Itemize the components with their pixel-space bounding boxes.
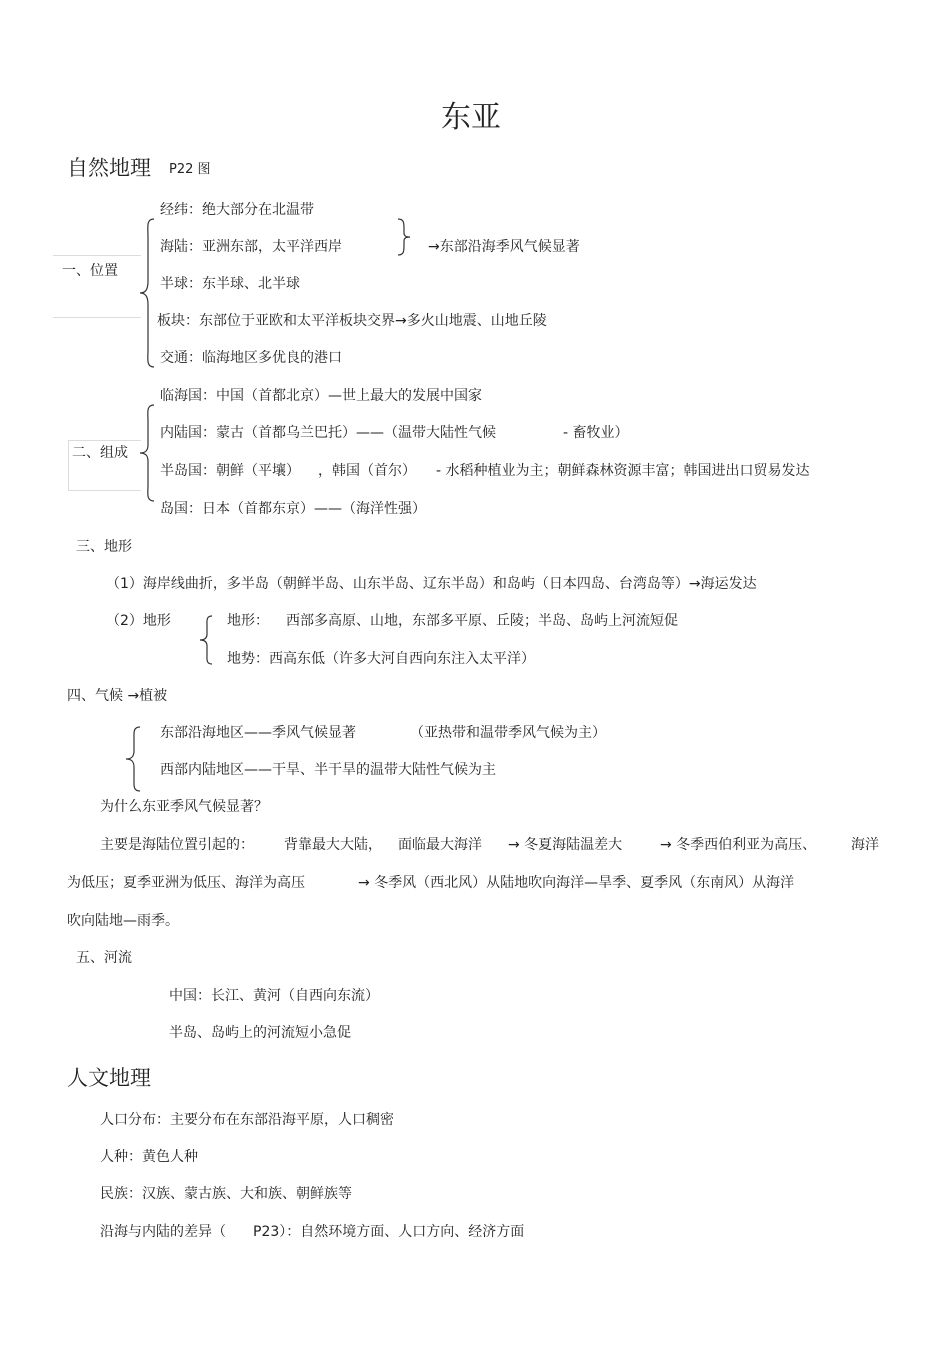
- table-rule-left: [68, 440, 69, 490]
- table-rule-top: [68, 440, 141, 441]
- figure-reference: P22 图: [169, 162, 211, 177]
- climate-answer: → 冬季西伯利亚为高压、: [660, 837, 817, 853]
- human-item: P23）：自然环境方面、人口方向、经济方面: [253, 1224, 525, 1240]
- slope-text: 地势：西高东低（许多大河自西向东注入太平洋）: [227, 651, 535, 667]
- climate-answer: 海洋: [851, 837, 879, 853]
- climate-east-note: （亚热带和温带季风气候为主）: [410, 725, 606, 741]
- climate-answer: → 冬夏海陆温差大: [508, 837, 623, 853]
- table-rule-bottom: [68, 490, 141, 491]
- table-rule-top: [53, 255, 141, 256]
- human-item: 民族：汉族、蒙古族、大和族、朝鲜族等: [100, 1186, 352, 1202]
- location-item: 海陆：亚洲东部，太平洋西岸: [160, 239, 342, 255]
- page-title: 东亚: [441, 100, 501, 135]
- landform-text: 西部多高原、山地，东部多平原、丘陵；半岛、岛屿上河流短促: [286, 613, 678, 629]
- composition-item: 临海国：中国（首都北京）—世上最大的发展中国家: [160, 388, 482, 404]
- climate-answer: → 冬季风（西北风）从陆地吹向海洋—旱季、夏季风（东南风）从海洋: [358, 875, 795, 891]
- composition-brace: [138, 403, 158, 503]
- climate-answer: 吹向陆地—雨季。: [67, 913, 179, 929]
- human-item: 人种：黄色人种: [100, 1149, 198, 1165]
- composition-item: 半岛国：朝鲜（平壤）: [160, 463, 300, 479]
- climate-answer: 面临最大海洋: [398, 837, 482, 853]
- climate-answer: 背靠最大大陆，: [284, 837, 382, 853]
- composition-label: 二、组成: [72, 445, 128, 461]
- rivers-peninsula: 半岛、岛屿上的河流短小急促: [169, 1025, 351, 1041]
- rivers-china: 中国：长江、黄河（自西向东流）: [169, 988, 379, 1004]
- terrain-item: （1）海岸线曲折，多半岛（朝鲜半岛、山东半岛、辽东半岛）和岛屿（日本四岛、台湾岛等）→海运发达: [106, 576, 757, 592]
- climate-answer: 主要是海陆位置引起的：: [100, 837, 254, 853]
- landform-label: 地形：: [227, 613, 269, 629]
- composition-item: 岛国：日本（首都东京）——（海洋性强）: [160, 501, 426, 517]
- composition-item: ，韩国（首尔）: [318, 463, 416, 479]
- composition-item: - 畜牧业）: [563, 425, 629, 441]
- location-item: 交通：临海地区多优良的港口: [160, 350, 342, 366]
- climate-east: 东部沿海地区——季风气候显著: [160, 725, 356, 741]
- climate-brace: [124, 725, 144, 793]
- small-brace: [396, 217, 414, 257]
- section-heading-human: 人文地理: [67, 1066, 151, 1090]
- location-brace: [138, 217, 158, 369]
- climate-question: 为什么东亚季风气候显著？: [100, 799, 268, 815]
- location-label: 一、位置: [62, 263, 118, 279]
- human-item: 沿海与内陆的差异（: [100, 1224, 226, 1240]
- terrain-brace: [198, 614, 216, 666]
- location-item: 经纬：绝大部分在北温带: [160, 202, 314, 218]
- climate-label: 四、气候 →植被: [67, 688, 168, 704]
- location-item: 板块：东部位于亚欧和太平洋板块交界→多火山地震、山地丘陵: [157, 313, 547, 329]
- location-item: 半球：东半球、北半球: [160, 276, 300, 292]
- climate-west: 西部内陆地区——干旱、半干旱的温带大陆性气候为主: [160, 762, 496, 778]
- table-rule-bottom: [53, 317, 141, 318]
- location-brace-note: →东部沿海季风气候显著: [428, 239, 580, 255]
- section-heading-physical: 自然地理: [67, 156, 151, 180]
- terrain-label: 三、地形: [76, 539, 132, 555]
- rivers-label: 五、河流: [76, 950, 132, 966]
- human-item: 人口分布：主要分布在东部沿海平原，人口稠密: [100, 1112, 394, 1128]
- terrain-item-label: （2）地形: [106, 613, 171, 629]
- composition-item: 内陆国：蒙古（首都乌兰巴托）——（温带大陆性气候: [160, 425, 496, 441]
- composition-item: - 水稻种植业为主；朝鲜森林资源丰富；韩国进出口贸易发达: [436, 463, 810, 479]
- climate-answer: 为低压；夏季亚洲为低压、海洋为高压: [67, 875, 305, 891]
